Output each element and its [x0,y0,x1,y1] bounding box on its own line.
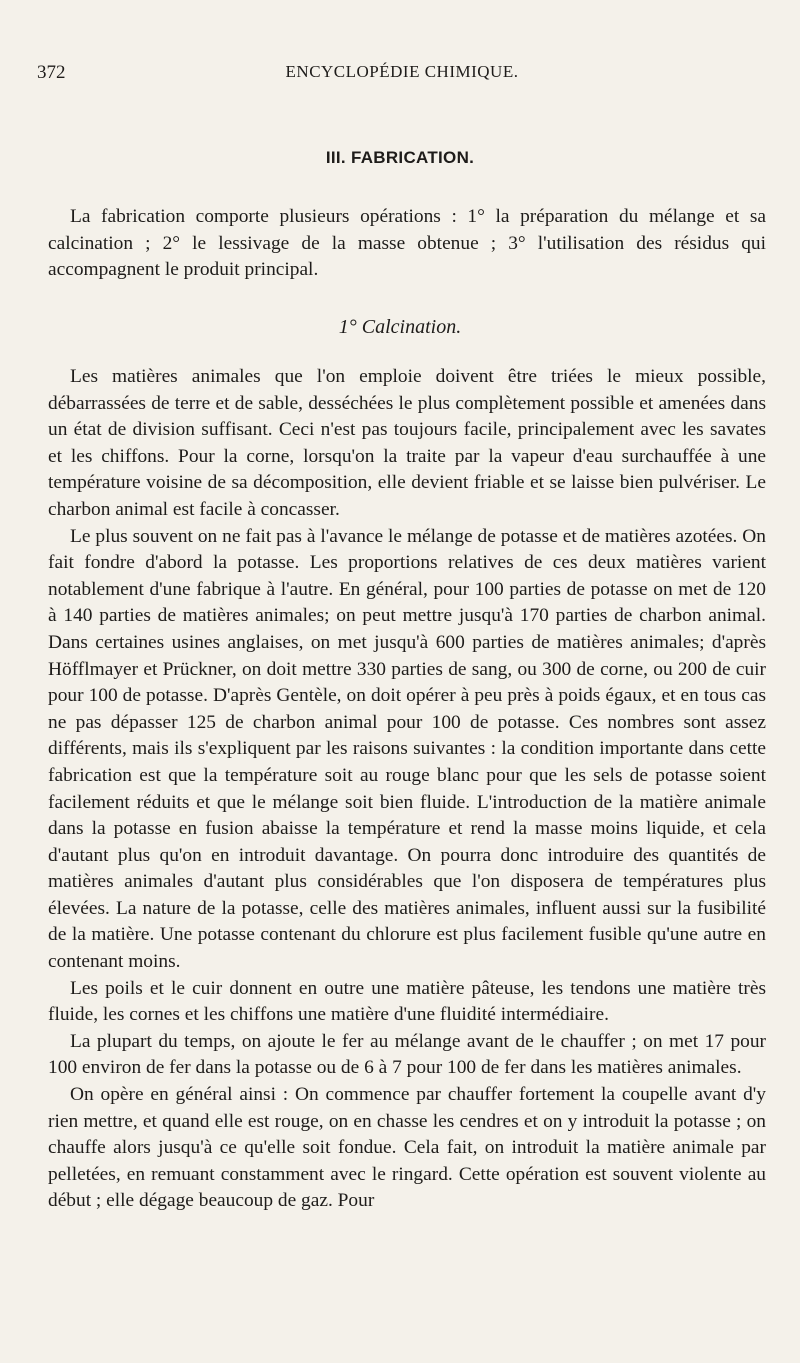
page-header [37,62,767,88]
paragraph: Le plus souvent on ne fait pas à l'avance le mélange de potasse et de matières azotées. On fait fondre d'abord la potasse. Les proportions relatives de ces deux matières varient notablement d'une fabrique à l'autre. En général, pour 100 parties de potasse on met de 120 à 140 parties de matières animales; on peut mettre jusqu'à 170 parties de charbon animal. Dans certaines usines anglaises, on met jusqu'à 600 parties de matières animales; d'après Höfflmayer et Prückner, on doit mettre 330 parties de sang, ou 300 de corne, ou 200 de cuir pour 100 de potasse. D'après Gentèle, on doit opérer à peu près à poids égaux, et en tous cas ne pas dépasser 125 de charbon animal pour 100 de potasse. Ces nombres sont assez différents, mais ils s'expliquent par les raisons suivantes : la condition importante dans cette fabrication est que la température soit au rouge blanc pour que les sels de potasse soient facilement réduits et que le mélange soit bien fluide. L'introduction de la matière animale dans la potasse en fusion abaisse la température et rend la masse moins liquide, et cela d'autant plus qu'on en introduit davantage. On pourra donc introduire des quantités de matières animales d'autant plus considérables que l'on disposera de températures plus élevées. La nature de la potasse, celle des matières animales, influent aussi sur la fusibilité de la matière. Une potasse contenant du chlorure est plus facilement fusible qu'une autre en contenant moins. [48,525,766,973]
intro-block [48,204,766,284]
paragraph: Les matières animales que l'on emploie doivent être triées le mieux possible, débarrassées de terre et de sable, desséchées le plus complètement possible et amenées dans un état de division suffisant. Ceci n'est pas toujours facile, principalement avec les savates et les chiffons. Pour la corne, lorsqu'on la traite par la vapeur d'eau surchauffée à une température voisine de sa décomposition, elle devient friable et se laisse bien pulvériser. Le charbon animal est facile à concasser. [48,366,766,520]
page-number: 372 [37,62,66,83]
running-title: ENCYCLOPÉDIE CHIMIQUE. [285,62,519,81]
paragraph: On opère en général ainsi : On commence par chauffer fortement la coupelle avant d'y rien mettre, et quand elle est rouge, on en chasse les cendres et on y introduit la potasse ; on chauffe alors jusqu'à ce qu'elle soit fondue. Cela fait, on introduit la matière animale par pelletées, en remuant constamment avec le ringard. Cette opération est souvent violente au début ; elle dégage beaucoup de gaz. Pour [48,1084,766,1212]
intro-paragraph: La fabrication comporte plusieurs opérations : 1° la préparation du mélange et sa calcination ; 2° le lessivage de la masse obtenue ; 3° l'utilisation des résidus qui accompagnent le produit principal. [48,206,766,281]
subsection-title: 1° Calcination. [338,316,462,338]
paragraph: Les poils et le cuir donnent en outre une matière pâteuse, les tendons une matière très fluide, les cornes et les chiffons une matière d'une fluidité intermédiaire. [48,977,766,1026]
paragraph: La plupart du temps, on ajoute le fer au mélange avant de le chauffer ; on met 17 pour 100 environ de fer dans la potasse ou de 6 à 7 pour 100 de fer dans les matières animales. [48,1030,766,1079]
main-text [48,364,766,1215]
section-title: III. FABRICATION. [325,148,475,167]
